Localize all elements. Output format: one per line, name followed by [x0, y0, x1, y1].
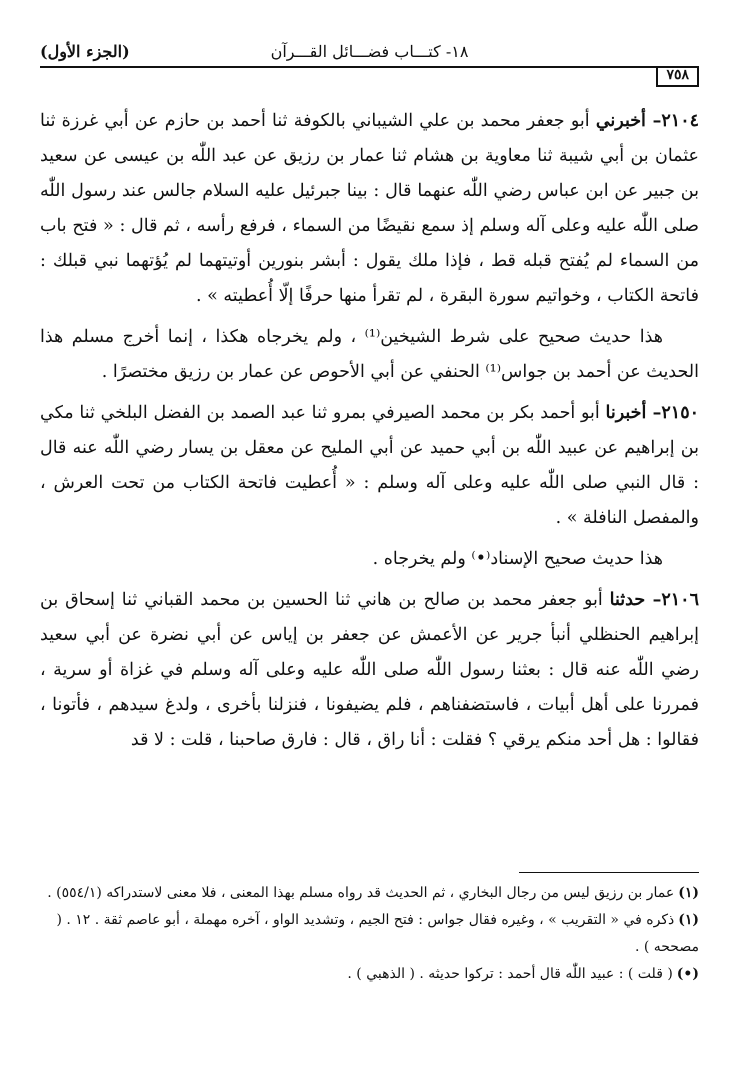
footnotes — [40, 880, 699, 988]
hadith-comment: هذا حديث صحيح على شرط الشيخين⁽¹⁾ ، ولم يخرجاه هكذا ، إنما أخرج مسلم هذا الحديث عن أحمد بن جواس⁽¹⁾ الحنفي عن أبي الأحوص عن عمار بن رزيق مختصرًا . — [40, 327, 699, 382]
dash: – — [645, 590, 662, 610]
footnote-2 — [40, 907, 699, 961]
chapter-title: ١٨- كتـــاب فضـــائل القـــرآن — [270, 42, 469, 61]
hadith-2104 — [40, 104, 699, 314]
dash: – — [645, 111, 662, 131]
footnote-text: ذكره في « التقريب » ، وغيره فقال جواس : فتح الجيم ، وتشديد الواو ، آخره مهملة ، أبو عاصم ثقة . ١٢ . ( مصححه ) . — [56, 912, 699, 955]
page-number: ٧٥٨ — [656, 66, 699, 87]
dash: – — [646, 403, 662, 423]
footnote-1 — [40, 880, 699, 907]
footnote-3 — [40, 961, 699, 988]
hadith-2106 — [40, 583, 699, 758]
volume-label: (الجزء الأول) — [40, 42, 130, 61]
hadith-text: أبو جعفر محمد بن علي الشيباني بالكوفة ثنا أحمد بن حازم عن أبي غرزة ثنا عثمان بن أبي شيبة ثنا معاوية بن هشام ثنا عمار بن رزيق عن عبد اللّٰه بن عيسى عن سعيد بن جبير عن ابن عباس رضي اللّٰه عنهما قال : بينا جبرئيل عليه السلام جالس عند رسول اللّٰه صلى اللّٰه عليه وعلى آله وسلم إذ سمع نقيضًا من السماء ، فرفع رأسه ، ثم قال : « فتح باب من السماء لم يُفتح قبله قط ، فإذا ملك يقول : أبشر بنورين أوتيتهما لم يُؤتهما نبي قبلك : فاتحة الكتاب ، وخواتيم سورة البقرة ، لم تقرأ منها حرفًا إلّا أُعطيته » . — [40, 111, 699, 306]
running-header — [40, 40, 699, 68]
footnote-mark: (١) — [678, 912, 699, 928]
hadith-number: ٢١٠٦ — [661, 590, 699, 610]
main-text — [40, 104, 699, 764]
hadith-2150 — [40, 396, 699, 536]
hadith-number: ٢١٥٠ — [661, 403, 699, 423]
hadith-lead-word: أخبرنا — [605, 403, 647, 423]
hadith-lead-word: حدثنا — [609, 590, 646, 610]
footnote-text: ( قلت ) : عبيد اللّٰه قال أحمد : تركوا حديثه . ( الذهبي ) . — [347, 966, 673, 982]
hadith-number: ٢١٠٤ — [661, 111, 699, 131]
footnote-mark: (•) — [676, 966, 699, 982]
hadith-comment: هذا حديث صحيح الإسناد⁽•⁾ ولم يخرجاه . — [372, 549, 663, 569]
hadith-text: أبو جعفر محمد بن صالح بن هاني ثنا الحسين بن محمد القباني ثنا إسحاق بن إبراهيم الحنظلي أنبأ جرير عن الأعمش عن جعفر بن إياس عن أبي نضرة عن أبي سعيد رضي اللّٰه عنه قال : بعثنا رسول اللّٰه صلى اللّٰه عليه وعلى آله وسلم في غزاة أو سرية ، فمررنا على أهل أبيات ، فاستضفناهم ، فلم يضيفونا ، فنزلنا بأخرى ، ولدغ سيدهم ، فأتونا ، فقالوا : هل أحد منكم يرقي ؟ فقلت : أنا راق ، قال : فارق صاحبنا ، قلت : لا قد — [40, 590, 699, 750]
footnote-text: عمار بن رزيق ليس من رجال البخاري ، ثم الحديث قد رواه مسلم بهذا المعنى ، فلا معنى لاستدراكه (٥٥٤/١) . — [47, 885, 675, 901]
footnote-separator — [519, 872, 699, 873]
hadith-lead-word: أخبرني — [595, 111, 646, 131]
footnote-mark: (١) — [678, 885, 699, 901]
hadith-text: أبو أحمد بكر بن محمد الصيرفي بمرو ثنا عبد الصمد بن الفضل البلخي ثنا مكي بن إبراهيم عن عبيد اللّٰه بن أبي حميد عن أبي المليح عن معقل بن يسار رضي اللّٰه عنه قال : قال النبي صلى اللّٰه عليه وعلى آله وسلم : « أُعطيت فاتحة الكتاب من تحت العرش ، والمفصل النافلة » . — [40, 403, 699, 528]
